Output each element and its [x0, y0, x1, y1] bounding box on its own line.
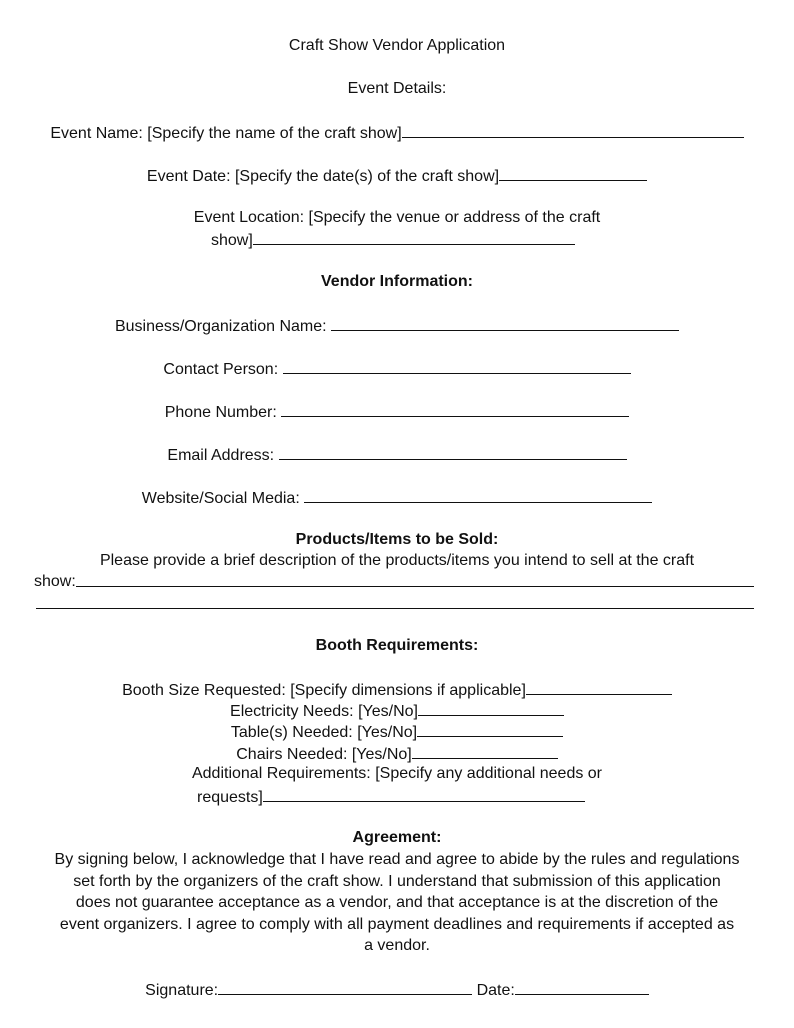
vendor-info-heading: Vendor Information: — [321, 273, 473, 290]
email-address-label: Email Address: — [167, 447, 275, 464]
phone-number-field[interactable] — [281, 401, 629, 417]
products-heading: Products/Items to be Sold: — [295, 531, 499, 548]
phone-number-label: Phone Number: — [164, 404, 277, 421]
form-title: Craft Show Vendor Application — [288, 37, 506, 54]
event-location-field[interactable] — [253, 229, 575, 245]
event-location-row — [211, 229, 575, 251]
contact-person-field[interactable] — [283, 358, 631, 374]
date-label: Date: — [476, 982, 515, 999]
website-label: Website/Social Media: — [141, 490, 300, 507]
event-date-label: Event Date: [Specify the date(s) of the craft show] — [146, 168, 500, 185]
event-name-field[interactable] — [402, 122, 744, 138]
chairs-label: Chairs Needed: [Yes/No] — [236, 746, 412, 763]
products-prompt-line2: show: — [34, 573, 76, 590]
event-name-label: Event Name: [Specify the name of the craft show] — [50, 125, 402, 142]
date-field[interactable] — [515, 979, 649, 995]
signature-row — [0, 979, 794, 1001]
agreement-heading: Agreement: — [352, 829, 442, 846]
agreement-line-5: a vendor. — [364, 937, 430, 954]
additional-requirements-row — [197, 786, 585, 808]
tables-label: Table(s) Needed: [Yes/No] — [230, 724, 418, 741]
products-prompt-line1: Please provide a brief description of the products/items you intend to sell at the craft — [99, 552, 695, 569]
signature-field[interactable] — [218, 979, 472, 995]
signature-label: Signature: — [145, 982, 219, 999]
booth-size-row — [0, 679, 794, 701]
event-date-field[interactable] — [499, 165, 647, 181]
contact-person-row — [0, 358, 794, 380]
phone-number-row — [0, 401, 794, 423]
products-description-field-2[interactable] — [36, 608, 754, 609]
business-name-field[interactable] — [331, 315, 679, 331]
agreement-line-2: set forth by the organizers of the craft show. I understand that submission of this application — [73, 873, 721, 890]
booth-heading: Booth Requirements: — [315, 637, 479, 654]
chairs-row — [0, 743, 794, 765]
event-location-label-line2: show] — [211, 232, 253, 249]
email-address-row — [0, 444, 794, 466]
email-address-field[interactable] — [279, 444, 627, 460]
event-name-row — [0, 122, 794, 144]
event-date-row — [0, 165, 794, 187]
website-field[interactable] — [304, 487, 652, 503]
electricity-label: Electricity Needs: [Yes/No] — [230, 703, 418, 720]
products-description-field-1[interactable] — [76, 586, 754, 587]
electricity-field[interactable] — [418, 700, 564, 716]
booth-size-field[interactable] — [526, 679, 672, 695]
business-name-label: Business/Organization Name: — [114, 318, 327, 335]
tables-field[interactable] — [417, 721, 563, 737]
event-location-label-line1: Event Location: [Specify the venue or address of the craft — [193, 209, 601, 226]
event-details-heading: Event Details: — [347, 80, 447, 97]
agreement-line-1: By signing below, I acknowledge that I have read and agree to abide by the rules and regulations — [54, 851, 740, 868]
booth-size-label: Booth Size Requested: [Specify dimensions if applicable] — [122, 682, 526, 699]
contact-person-label: Contact Person: — [163, 361, 279, 378]
additional-requirements-line1: Additional Requirements: [Specify any additional needs or — [191, 765, 603, 782]
chairs-field[interactable] — [412, 743, 558, 759]
business-name-row — [0, 315, 794, 337]
additional-requirements-field[interactable] — [263, 786, 585, 802]
agreement-line-3: does not guarantee acceptance as a vendor, and that acceptance is at the discretion of the — [75, 894, 719, 911]
electricity-row — [0, 700, 794, 722]
additional-requirements-line2: requests] — [197, 789, 263, 806]
website-row — [0, 487, 794, 509]
tables-row — [0, 721, 794, 743]
agreement-line-4: event organizers. I agree to comply with all payment deadlines and requirements if accepted as — [59, 916, 735, 933]
